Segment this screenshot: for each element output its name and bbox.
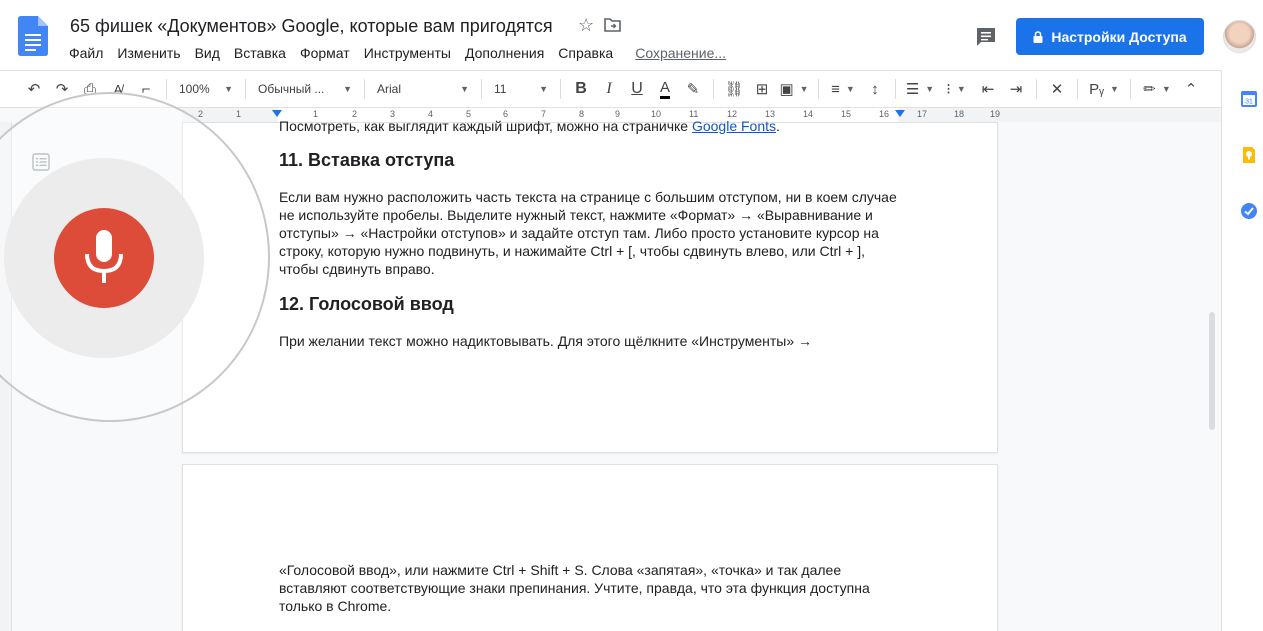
ruler-tick: 19 bbox=[990, 109, 1001, 119]
ruler-tick: 3 bbox=[390, 109, 396, 119]
decrease-indent-icon[interactable]: ⇤ bbox=[981, 81, 995, 98]
star-icon[interactable]: ☆ bbox=[578, 15, 595, 35]
insert-image-icon[interactable]: ▣ ▼ bbox=[779, 81, 809, 98]
ruler-tick: 7 bbox=[541, 109, 547, 119]
keep-icon[interactable] bbox=[1240, 146, 1258, 164]
link-icon[interactable]: ⛓ bbox=[724, 81, 744, 98]
ruler-tick: 1 bbox=[236, 109, 242, 119]
toolbar bbox=[0, 70, 1221, 108]
ruler-tick: 4 bbox=[428, 109, 434, 119]
paragraph-text: . bbox=[776, 118, 780, 134]
ruler-tick: 17 bbox=[917, 109, 928, 119]
ruler-tick: 18 bbox=[954, 109, 965, 119]
line-spacing-icon[interactable]: ↕ bbox=[871, 80, 879, 98]
paragraph-12: При желании текст можно надиктовывать. Для этого щёлкните «Инструменты» → bbox=[279, 333, 812, 349]
text-color-icon[interactable]: A bbox=[651, 75, 679, 103]
move-to-folder-icon[interactable] bbox=[604, 18, 621, 32]
ruler-tick: 11 bbox=[689, 109, 699, 119]
menu-view[interactable]: Вид bbox=[194, 45, 220, 61]
font-size-value: 11 bbox=[494, 82, 507, 96]
paragraph bbox=[279, 117, 904, 135]
paragraph-text: Посмотреть, как выглядит каждый шрифт, можно на страничке bbox=[279, 118, 692, 134]
editing-mode-icon[interactable]: ✏ ▼ bbox=[1143, 81, 1171, 98]
redo-icon[interactable]: ↷ bbox=[55, 81, 69, 98]
menu-tools[interactable]: Инструменты bbox=[363, 45, 451, 61]
ruler-tick: 1 bbox=[313, 109, 319, 119]
docs-logo-icon[interactable] bbox=[18, 16, 48, 56]
avatar[interactable] bbox=[1223, 20, 1256, 53]
paragraph-11: Если вам нужно расположить часть текста на странице с большим отступом, ни в коем случае не используйте пробелы. Выделите нужный текст, нажмите «Формат» → «Выравнивание и отступы» → «Настройки отступов» и задайте отступ там. Либо просто установите курсор на строку, которую нужно подвинуть, и нажимайте Ctrl + [, чтобы сдвинуть влево, или Ctrl + ], чтобы сдвинуть вправо. bbox=[279, 189, 897, 277]
share-button[interactable] bbox=[1016, 18, 1204, 55]
ruler-tick: 9 bbox=[615, 109, 621, 119]
ruler-tick: 2 bbox=[198, 109, 204, 119]
ruler-tick: 2 bbox=[352, 109, 358, 119]
left-indent-marker[interactable] bbox=[272, 110, 282, 117]
comment-icon[interactable] bbox=[975, 26, 997, 48]
toolbar-divider bbox=[166, 79, 167, 99]
toolbar-divider bbox=[481, 79, 482, 99]
style-value: Обычный ... bbox=[258, 82, 325, 96]
google-fonts-link[interactable]: Google Fonts bbox=[691, 118, 777, 134]
toolbar-divider bbox=[1077, 79, 1078, 99]
toolbar-divider bbox=[1036, 79, 1037, 99]
menu-format[interactable]: Формат bbox=[299, 45, 350, 61]
increase-indent-icon[interactable]: ⇥ bbox=[1009, 81, 1023, 98]
ruler-tick: 12 bbox=[727, 109, 738, 119]
italic-icon[interactable]: I bbox=[606, 80, 612, 97]
document-title[interactable]: 65 фишек «Документов» Google, которые вам пригодятся bbox=[70, 16, 553, 36]
heading-12: 12. Голосовой ввод bbox=[279, 294, 454, 314]
highlight-icon[interactable]: ✎ bbox=[686, 81, 700, 98]
menu-help[interactable]: Справка bbox=[558, 45, 614, 61]
toolbar-divider bbox=[560, 79, 561, 99]
microphone-button[interactable] bbox=[54, 208, 154, 308]
paint-format-icon[interactable]: ⌐ bbox=[141, 80, 151, 98]
clear-formatting-icon[interactable]: ✕ bbox=[1050, 81, 1064, 98]
microphone-icon bbox=[81, 228, 127, 288]
font-select[interactable] bbox=[371, 82, 475, 96]
input-tools-icon[interactable]: Pᵧ ▼ bbox=[1089, 80, 1119, 98]
toolbar-divider bbox=[818, 79, 819, 99]
header bbox=[0, 0, 1263, 70]
ruler-tick: 16 bbox=[879, 109, 890, 119]
menu-edit[interactable]: Изменить bbox=[117, 45, 181, 61]
scrollbar-thumb[interactable] bbox=[1209, 312, 1215, 430]
numbered-list-icon[interactable]: ☰ ▼ bbox=[905, 81, 935, 98]
ruler-tick: 6 bbox=[503, 109, 509, 119]
style-select[interactable] bbox=[252, 82, 358, 96]
svg-text:31: 31 bbox=[1245, 98, 1253, 106]
saving-status[interactable]: Сохранение... bbox=[635, 45, 727, 61]
chevron-down-icon: ▼ bbox=[460, 84, 469, 94]
toolbar-divider bbox=[713, 79, 714, 99]
ruler-tick: 10 bbox=[651, 109, 662, 119]
font-size-select[interactable] bbox=[488, 82, 554, 96]
zoom-select[interactable] bbox=[173, 82, 239, 96]
chevron-down-icon: ▼ bbox=[343, 84, 352, 94]
toolbar-divider bbox=[364, 79, 365, 99]
underline-icon[interactable]: U bbox=[631, 80, 643, 97]
ruler-tick: 5 bbox=[466, 109, 472, 119]
ruler-tick: 8 bbox=[579, 109, 585, 119]
bold-icon[interactable]: B bbox=[575, 80, 587, 97]
toolbar-divider bbox=[1130, 79, 1131, 99]
document-page[interactable] bbox=[182, 118, 998, 453]
ruler-tick: 15 bbox=[841, 109, 852, 119]
add-comment-icon[interactable]: ⊞ bbox=[755, 81, 769, 98]
font-value: Arial bbox=[377, 82, 402, 96]
menu-insert[interactable]: Вставка bbox=[233, 45, 286, 61]
ruler-tick: 14 bbox=[803, 109, 814, 119]
document-page[interactable] bbox=[182, 464, 998, 631]
bulleted-list-icon[interactable]: ⁝ ▼ bbox=[946, 81, 966, 98]
calendar-icon[interactable] bbox=[1240, 90, 1258, 108]
print-icon[interactable]: ⎙ bbox=[83, 80, 96, 98]
lock-icon bbox=[1033, 31, 1043, 43]
menu-bar bbox=[62, 43, 733, 63]
collapse-menu-icon[interactable]: ⌃ bbox=[1184, 81, 1198, 98]
undo-icon[interactable]: ↶ bbox=[27, 81, 41, 98]
toolbar-divider bbox=[245, 79, 246, 99]
ruler-tick: 13 bbox=[765, 109, 776, 119]
tasks-icon[interactable] bbox=[1240, 202, 1258, 220]
menu-addons[interactable]: Дополнения bbox=[464, 45, 545, 61]
toolbar-divider bbox=[895, 79, 896, 99]
chevron-down-icon: ▼ bbox=[224, 84, 233, 94]
paragraph-12-continued: «Голосовой ввод», или нажмите Ctrl + Shift + S. Слова «запятая», «точка» и так далее вставляют соответствующие знаки препинания. Учтите, правда, что эта функция доступна только в Chrome. bbox=[279, 562, 870, 614]
align-icon[interactable]: ≡ ▼ bbox=[831, 80, 855, 98]
spellcheck-icon[interactable]: A̸ bbox=[113, 81, 123, 97]
zoom-value: 100% bbox=[179, 82, 210, 96]
heading-11: 11. Вставка отступа bbox=[279, 150, 455, 170]
menu-file[interactable]: Файл bbox=[69, 45, 104, 61]
right-indent-marker[interactable] bbox=[895, 110, 905, 117]
chevron-down-icon: ▼ bbox=[539, 84, 548, 94]
share-button-label: Настройки Доступа bbox=[1051, 28, 1187, 45]
